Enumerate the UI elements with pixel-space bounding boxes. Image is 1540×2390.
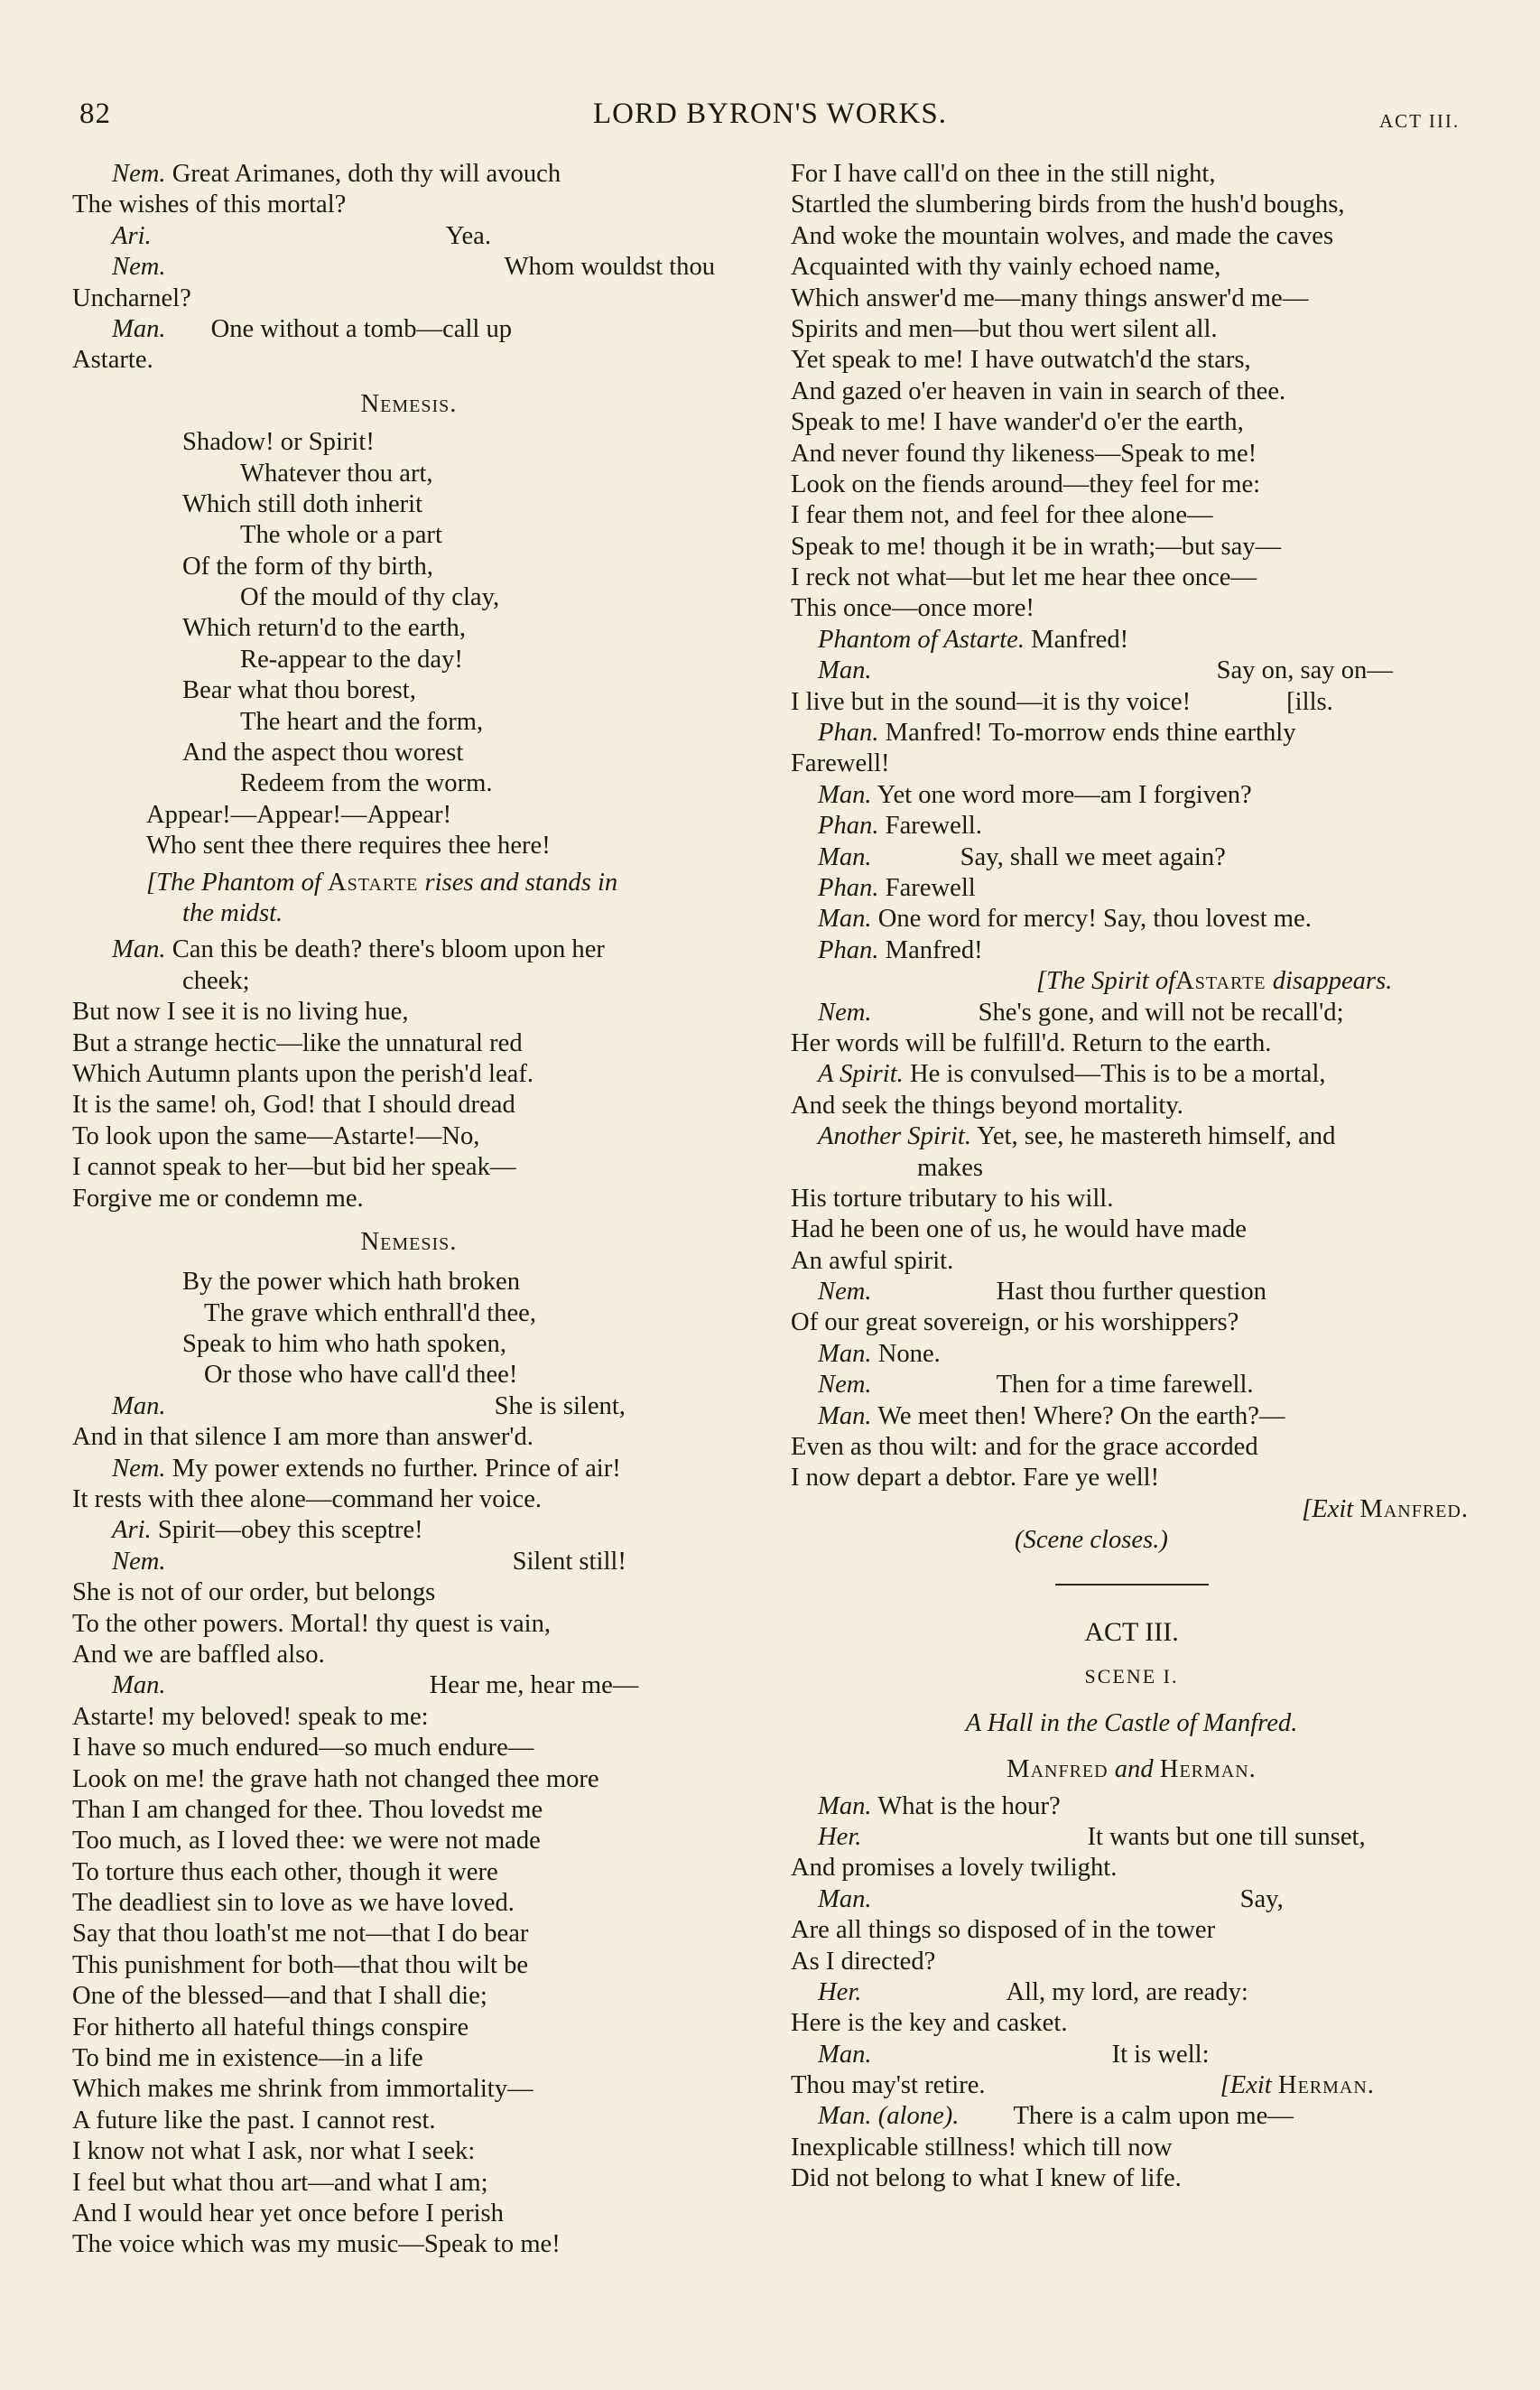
verse-line: Did not belong to what I knew of life. (791, 2164, 1182, 2193)
verse-line: Yet speak to me! I have outwatch'd the stars, (791, 346, 1251, 375)
verse-line: For hitherto all hateful things conspire (72, 2013, 469, 2041)
verse-line: Shadow! or Spirit! (182, 428, 375, 457)
verse-line: By the power which hath broken (182, 1268, 521, 1297)
speech-line (72, 314, 771, 345)
verse-line: I fear them not, and feel for thee alone— (791, 501, 1213, 530)
speech-line (791, 935, 1472, 966)
speech-line (72, 935, 771, 965)
verse-line: The heart and the form, (240, 707, 484, 736)
verse-text: All, my lord, are ready: (1006, 1977, 1248, 2006)
verse-line: And I would hear yet once before I perish (72, 2199, 504, 2227)
section-divider (1055, 1584, 1209, 1586)
verse-line: Of our great sovereign, or his worshippers? (791, 1308, 1239, 1337)
running-title: LORD BYRON'S WORKS. (593, 98, 947, 130)
speaker-name: Nem. (112, 160, 166, 188)
characters-line (791, 1748, 1472, 1791)
verse-line: And gazed o'er heaven in vain in search of thee. (791, 377, 1286, 405)
verse-line: It is the same! oh, God! that I should dread (72, 1091, 515, 1120)
speaker-name: Her. (818, 1822, 862, 1851)
speaker-name: Phan. (818, 935, 879, 964)
stage-direction (72, 868, 771, 898)
verse-line: Look on me! the grave hath not changed thee more (72, 1764, 599, 1793)
verse-line: And we are baffled also. (72, 1640, 325, 1669)
speaker-name: Man. (alone). (818, 2102, 960, 2131)
stage-direction-name: Manfred. (1359, 1494, 1469, 1523)
stage-direction-name: Astarte (1175, 967, 1266, 996)
speech-line (791, 1977, 1472, 2008)
verse-line: The whole or a part (240, 521, 442, 550)
verse-line: Too much, as I loved thee: we were not made (72, 1827, 541, 1855)
scene-location: A Hall in the Castle of Manfred. (965, 1708, 1298, 1737)
verse-line: Astarte. (72, 346, 153, 375)
verse-text: Manfred! (885, 935, 983, 964)
verse-text: Manfred! (1031, 625, 1129, 654)
stage-direction-text: [Exit (1220, 2071, 1272, 2100)
speech-line (791, 904, 1472, 935)
verse-line: To look upon the same—Astarte!—No, (72, 1121, 480, 1150)
verse-text: Hear me, hear me— (429, 1671, 639, 1700)
speaker-name: Ari. (112, 221, 152, 250)
speaker-name: Man. (818, 780, 872, 809)
speaker-name: Man. (112, 1391, 166, 1420)
verse-line: The voice which was my music—Speak to me! (72, 2230, 561, 2259)
verse-line: Speak to me! though it be in wrath;—but say— (791, 532, 1282, 561)
verse-line: And never found thy likeness—Speak to me! (791, 439, 1257, 468)
left-column (72, 159, 771, 2261)
speaker-name: Phan. (818, 873, 879, 902)
speech-line (72, 252, 771, 283)
verse-text: Spirit—obey this sceptre! (157, 1516, 423, 1545)
speech-line (791, 780, 1472, 811)
verse-text: Silent still! (512, 1547, 626, 1576)
speech-line (791, 1277, 1472, 1307)
conjunction: and (1114, 1754, 1154, 1783)
speech-line (791, 1401, 1472, 1432)
speaker-name: Her. (818, 1977, 862, 2006)
verse-line: Redeem from the worm. (240, 769, 493, 798)
speech-line (791, 1059, 1472, 1090)
speaker-heading: Nemesis. (360, 1227, 458, 1256)
speech-line (791, 842, 1472, 873)
character-name: Manfred (1007, 1754, 1109, 1783)
verse-line: Her words will be fulfill'd. Return to the earth. (791, 1028, 1272, 1057)
verse-text: Yea. (445, 221, 492, 250)
verse-line: Whatever thou art, (240, 459, 433, 488)
verse-text: Say, (1239, 1884, 1284, 1913)
verse-line: But a strange hectic—like the unnatural red (72, 1028, 523, 1057)
speech-line (791, 1791, 1472, 1822)
verse-text: It is well: (1111, 2040, 1210, 2069)
stage-direction-name: Herman. (1277, 2071, 1375, 2100)
verse-text: Yet, see, he mastereth himself, and (977, 1122, 1336, 1151)
verse-line: Acquainted with thy vainly echoed name, (791, 253, 1221, 282)
verse-line: Even as thou wilt: and for the grace accorded (791, 1433, 1258, 1462)
verse-line: I have so much endured—so much endure— (72, 1734, 534, 1762)
speaker-name: Nem. (112, 1547, 166, 1576)
verse-line: She is not of our order, but belongs (72, 1578, 436, 1607)
speech-line (791, 656, 1472, 686)
verse-line: It rests with thee alone—command her voice. (72, 1485, 543, 1514)
speaker-name: Man. (818, 656, 872, 685)
speaker-name: Man. (112, 1671, 166, 1700)
verse-text: She's gone, and will not be recall'd; (978, 998, 1344, 1027)
verse-line: Uncharnel? (72, 284, 191, 312)
speech-line (791, 1121, 1472, 1152)
verse-line: I now depart a debtor. Fare ye well! (791, 1464, 1160, 1493)
verse-line: One of the blessed—and that I shall die; (72, 1982, 487, 2011)
page-number: 82 (79, 98, 111, 130)
speaker-name: Nem. (112, 1454, 166, 1483)
verse-line: Speak to him who hath spoken, (182, 1330, 506, 1359)
verse-line: The wishes of this mortal? (72, 191, 347, 219)
speech-line (791, 2040, 1472, 2070)
verse-line: Farewell! (791, 749, 890, 778)
verse-text: Can this be death? there's bloom upon her (172, 935, 605, 964)
verse-line: Which makes me shrink from immortality— (72, 2075, 533, 2104)
speaker-name: Ari. (112, 1516, 152, 1545)
verse-line: cheek; (182, 966, 250, 995)
verse-line: makes (917, 1153, 984, 1182)
speaker-name: A Spirit. (818, 1060, 904, 1089)
verse-line: An awful spirit. (791, 1246, 954, 1275)
speech-line (791, 1884, 1472, 1915)
verse-line: Which return'd to the earth, (182, 614, 467, 643)
speaker-name: Phan. (818, 812, 879, 841)
verse-line: Forgive me or condemn me. (72, 1184, 364, 1213)
verse-text: [ills. (1286, 687, 1333, 716)
verse-text: We meet then! Where? On the earth?— (877, 1401, 1285, 1430)
speaker-name: Man. (818, 905, 872, 934)
right-column (791, 159, 1472, 2195)
verse-text: Manfred! To-morrow ends thine earthly (885, 719, 1296, 748)
verse-line: Bear what thou borest, (182, 676, 416, 705)
stage-direction (791, 1525, 1472, 1556)
verse-line: The deadliest sin to love as we have loved. (72, 1889, 515, 1918)
verse-line: This once—once more! (791, 594, 1034, 623)
verse-line: Which Autumn plants upon the perish'd leaf. (72, 1059, 534, 1088)
verse-text: Hast thou further question (996, 1278, 1266, 1307)
verse-text: Farewell (885, 873, 976, 902)
verse-line: To bind me in existence—in a life (72, 2044, 423, 2073)
verse-line: Inexplicable stillness! which till now (791, 2133, 1173, 2162)
verse-line: Which still doth inherit (182, 489, 423, 518)
verse-text: Then for a time farewell. (996, 1371, 1254, 1400)
verse-line: Of the form of thy birth, (182, 552, 433, 581)
verse-line: For I have call'd on thee in the still night, (791, 160, 1216, 188)
speaker-name: Nem. (818, 998, 872, 1027)
verse-line: Are all things so disposed of in the tower (791, 1916, 1216, 1945)
character-name: Herman. (1159, 1754, 1257, 1783)
stage-direction-text: [The Spirit of (1036, 967, 1176, 996)
verse-line: This punishment for both—that thou wilt be (72, 1950, 529, 1979)
speech-line (791, 2101, 1472, 2132)
verse-line: Look on the fiends around—they feel for me: (791, 470, 1261, 498)
speaker-name: Nem. (818, 1371, 872, 1400)
verse-line: Or those who have call'd thee! (204, 1361, 518, 1390)
verse-text: Yet one word more—am I forgiven? (877, 780, 1252, 809)
speech-line (72, 1454, 771, 1484)
verse-line: Spirits and men—but thou wert silent all. (791, 314, 1218, 343)
speech-line (791, 1339, 1472, 1370)
speaker-name: Phantom of Astarte. (818, 625, 1025, 654)
speaker-name: Man. (818, 1884, 872, 1913)
speech-line (791, 1370, 1472, 1400)
stage-direction-name: Astarte (327, 868, 419, 897)
stage-direction-text: the midst. (182, 898, 283, 927)
speaker-name: Man. (818, 1791, 872, 1820)
verse-text: None. (877, 1339, 941, 1368)
verse-line: Say that thou loath'st me not—that I do bear (72, 1920, 529, 1948)
verse-text: He is convulsed—This is to be a mortal, (909, 1060, 1326, 1089)
verse-line: And the aspect thou worest (182, 739, 464, 767)
stage-direction (791, 1494, 1472, 1525)
verse-line: The grave which enthrall'd thee, (204, 1298, 536, 1327)
verse-line: Which answer'd me—many things answer'd me— (791, 284, 1309, 312)
verse-text: One without a tomb—call up (210, 314, 513, 343)
speaker-name: Man. (818, 1339, 872, 1368)
speaker-name: Nem. (818, 1278, 872, 1307)
speech-line (791, 718, 1472, 749)
speech-line (72, 1670, 771, 1701)
running-header (0, 88, 1540, 143)
speech-line (72, 1391, 771, 1422)
verse-text: One word for mercy! Say, thou lovest me. (877, 905, 1312, 934)
verse-line: Who sent thee there requires thee here! (146, 832, 551, 860)
speaker-name: Nem. (112, 253, 166, 282)
speech-line (72, 1547, 771, 1577)
verse-line: Appear!—Appear!—Appear! (146, 800, 452, 829)
speech-line (791, 998, 1472, 1028)
verse-line: But now I see it is no living hue, (72, 998, 409, 1027)
verse-text: There is a calm upon me— (1013, 2102, 1294, 2131)
scene-title: SCENE I. (1084, 1664, 1179, 1688)
speaker-name: Man. (818, 1401, 872, 1430)
verse-line: I know not what I ask, nor what I seek: (72, 2137, 476, 2166)
verse-line: Re-appear to the day! (240, 645, 463, 674)
stage-direction (72, 898, 771, 929)
verse-text: My power extends no further. Prince of air! (172, 1454, 621, 1483)
verse-text: Say on, say on— (1216, 656, 1393, 685)
verse-line: I feel but what thou art—and what I am; (72, 2168, 488, 2197)
verse-line: Astarte! my beloved! speak to me: (72, 1702, 429, 1731)
stage-direction-text: rises and stands in (424, 868, 618, 897)
verse-line: Startled the slumbering birds from the hush'd boughs, (791, 191, 1345, 219)
speaker-name: Man. (818, 842, 872, 871)
act-marker: ACT III. (1379, 110, 1461, 132)
verse-text: Great Arimanes, doth thy will avouch (172, 160, 561, 188)
act-title: ACT III. (1084, 1616, 1179, 1647)
verse-line: Than I am changed for thee. Thou lovedst me (72, 1795, 543, 1824)
verse-text: I live but in the sound—it is thy voice! (791, 687, 1192, 716)
verse-line: And woke the mountain wolves, and made the caves (791, 221, 1334, 250)
speaker-name: Phan. (818, 719, 879, 748)
verse-line: A future like the past. I cannot rest. (72, 2106, 436, 2134)
speech-line (791, 625, 1472, 656)
verse-line: Of the mould of thy clay, (240, 583, 500, 612)
speaker-name: Man. (112, 314, 166, 343)
verse-line: His torture tributary to his will. (791, 1184, 1114, 1213)
verse-line (791, 687, 1472, 718)
verse-text: Say, shall we meet again? (960, 842, 1226, 871)
verse-line: To the other powers. Mortal! thy quest is vain, (72, 1609, 552, 1638)
speaker-name: Another Spirit. (818, 1122, 971, 1151)
verse-text: Farewell. (885, 812, 982, 841)
speech-line (791, 811, 1472, 842)
verse-text: It wants but one till sunset, (1087, 1822, 1366, 1851)
verse-line: Had he been one of us, he would have made (791, 1215, 1247, 1244)
speaker-name: Man. (112, 935, 166, 964)
verse-line: And seek the things beyond mortality. (791, 1091, 1183, 1120)
speaker-name: Man. (818, 2040, 872, 2069)
verse-line: I reck not what—but let me hear thee once— (791, 563, 1257, 592)
verse-line (791, 2070, 1472, 2101)
verse-line: And promises a lovely twilight. (791, 1854, 1118, 1883)
speech-line (72, 221, 771, 252)
stage-direction (791, 966, 1472, 997)
verse-text: What is the hour? (877, 1791, 1061, 1820)
stage-direction-text: [The Phantom of (146, 868, 321, 897)
speech-line (72, 1515, 771, 1546)
stage-direction-text: [Exit (1302, 1494, 1354, 1523)
speaker-heading: Nemesis. (360, 389, 458, 418)
stage-direction-text: (Scene closes.) (1015, 1526, 1168, 1555)
verse-text: She is silent, (494, 1391, 626, 1420)
speech-line (791, 1822, 1472, 1853)
verse-line: I cannot speak to her—but bid her speak— (72, 1153, 516, 1182)
verse-line: As I directed? (791, 1947, 936, 1976)
verse-line: To torture thus each other, though it were (72, 1857, 498, 1886)
verse-line: And in that silence I am more than answer'd. (72, 1423, 533, 1452)
stage-direction-text: disappears. (1272, 967, 1393, 996)
verse-line: Here is the key and casket. (791, 2009, 1068, 2038)
verse-text: Whom wouldst thou (504, 253, 716, 282)
verse-text: Thou may'st retire. (791, 2071, 986, 2100)
speech-line (72, 159, 771, 190)
verse-line: Speak to me! I have wander'd o'er the earth, (791, 408, 1244, 437)
speech-line (791, 873, 1472, 904)
